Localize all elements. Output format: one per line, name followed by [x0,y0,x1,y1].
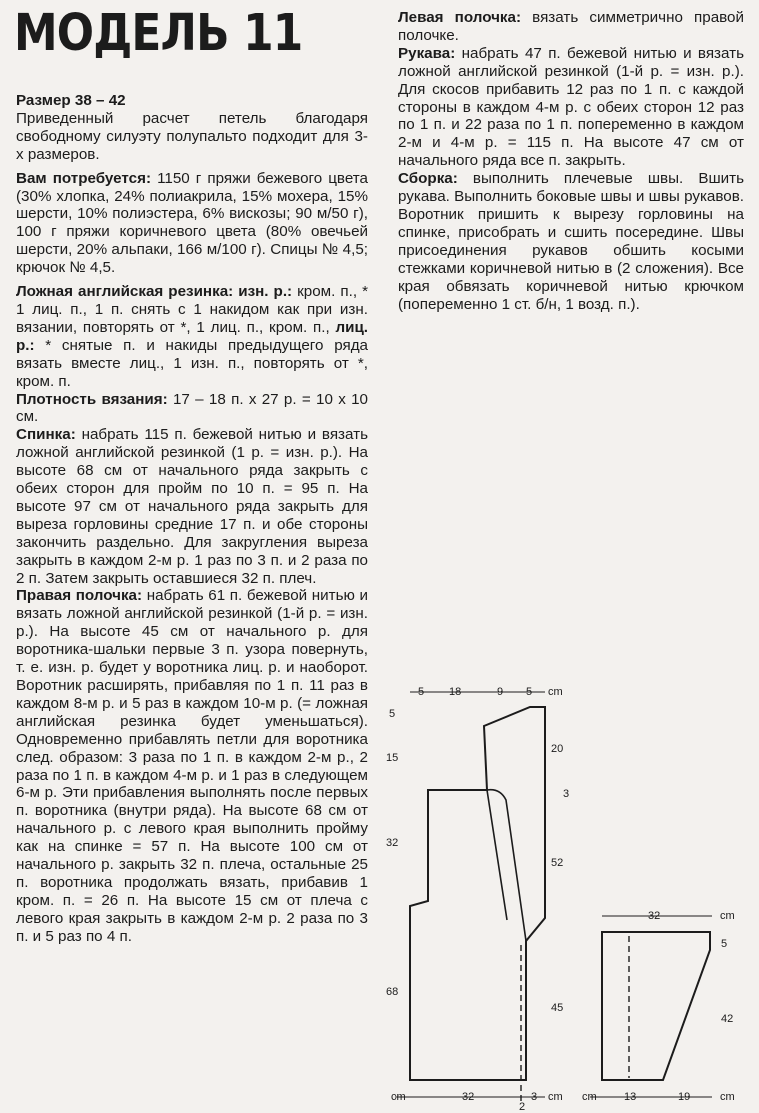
right-front-text: набрать 61 п. бежевой нитью и вязать ложной английской резинкой (1-й р. = изн. р.). На высоте 45 см от начального р. для воротника-шальки первые 3 п. узора повернуть, т. е. изн. р. будет у воротника лиц. р. и наоборот. Воротник расширять, прибавляя по 1 п. 11 раз в каждом 8-м р. и 5 раз в каждом 10-м р. (= ложная английская резинка будет уменьшаться). Одновременно прибавлять петли для воротника след. образом: 3 раза по 1 п. в каждом 2-м р., 2 раза по 1 п. в каждом 4-м р. и 1 раз в следующем 6-м р. Эти прибавления выполнять после первых п. воротника (внутри ряда). На высоте 68 см от начального р. с левого края выполнить пройму как на спинке = 57 п. На высоте 100 см от начального р. закрыть 32 п. плеча, остальные 25 п. воротника продолжать вязать, прибавив 1 кром. п. = 26 п. На высоте 15 см от плеча с левого края закрыть в каждом 2-м р. 2 раза по 3 п. и 5 раз по 4 п. [16,587,368,945]
sleeve-right-label-1: 5 [721,938,728,950]
rib-text-2: * снятые п. и накиды предыдущего ряда вязать вместе лиц., 1 изн. п., повторять от *, кром. п. [16,336,368,390]
body-pattern [395,692,545,1104]
page-title: МОДЕЛЬ 11 [14,4,303,63]
body-center-label: 2 [519,1101,526,1113]
sleeve-bottom-unit-left: cm [582,1091,597,1103]
sleeve-bottom-label-1: 13 [624,1091,637,1103]
size-text: Приведенный расчет петель благодаря свободному силуэту полупальто подходит для 3-х размеров. [16,109,368,163]
right-front-label: Правая полочка: [16,587,143,605]
rib-text-1: кром. п., * 1 лиц. п., 1 п. снять с 1 накидом как при изн. вязании, повторять от *, 1 лиц. п., кром. п., [16,283,368,336]
body-right-label-4: 45 [551,1002,564,1014]
sleeve-pattern [590,916,712,1097]
body-right-label-3: 52 [551,857,564,869]
body-bottom-unit-right: cm [548,1091,563,1103]
body-left-label-1: 5 [389,708,396,720]
materials-text: 1150 г пряжи бежевого цвета (30% хлопка, 24% полиакрила, 15% мохера, 15% шерсти, 10% полиэстера, 6% вискозы; 90 м/50 г), 100 г пряжи коричневого цвета (80% овечьей шерсти, 20% альпаки, 166 м/100 г). Спицы № 4,5; крючок № 4,5. [16,169,368,277]
sleeves-label: Рукава: [398,44,456,62]
sleeve-labels [582,910,735,1103]
body-right-label-2: 3 [563,788,570,800]
rib-label: Ложная английская резинка: изн. р.: [16,283,293,301]
body-labels [386,686,569,1113]
left-front-label: Левая полочка: [398,9,522,26]
gauge-text: 17 – 18 п. x 27 р. = 10 x 10 см. [16,390,368,426]
body-bottom-unit-left: cm [391,1091,406,1103]
body-right-label-1: 20 [551,743,564,755]
gauge-label: Плотность вязания: [16,390,168,408]
body-top-label-3: 9 [497,686,504,698]
body-top-label-2: 18 [449,686,462,698]
body-left-label-3: 32 [386,837,399,849]
sleeve-top-label-1: 32 [648,910,661,922]
left-front-text: вязать симметрично правой полочке. [398,9,744,44]
body-left-label-4: 68 [386,986,399,998]
body-top-label-4: 5 [526,686,533,698]
assembly-label: Сборка: [398,170,458,188]
front-outline [410,707,545,1080]
collar-line [487,790,507,920]
sleeve-bottom-unit-right: cm [720,1091,735,1103]
body-left-label-2: 15 [386,752,399,764]
body-top-label-unit: cm [548,686,563,698]
back-label: Спинка: [16,426,76,444]
back-text: набрать 115 п. бежевой нитью и вязать ложной английской резинкой (1 р. = изн. р.). На высоте 68 см от начального ряда закрыть с обеих сторон для пройм по 10 п. = 95 п. На высоте 97 см от начального ряда закрыть для выреза горловины средние 17 п. и обе стороны закончить раздельно. Для закругления выреза закрыть в каждом 2-м р. 1 раз по 3 п. и 2 раза по 2 п. Затем закрыть оставшиеся 32 п. плеч. [16,426,368,587]
sleeve-right-label-2: 42 [721,1013,734,1025]
sleeves-text: набрать 47 п. бежевой нитью и вязать ложной английской резинкой (1-й р. = изн. р.). Для скосов прибавить 12 раз по 1 п. с каждой стороны в каждом 4-м р. с обеих сторон 12 раз по 1 п. и 22 раза по 1 п. попеременно в каждом 2-м и 4-м р. = 115 п. На высоте 47 см от начального ряда все п. закрыть. [398,44,744,170]
body-bottom-label-1: 32 [462,1091,475,1103]
sleeve-bottom-label-2: 19 [678,1091,691,1103]
body-top-label-1: 5 [418,686,425,698]
size-label: Размер 38 – 42 [16,92,126,109]
body-bottom-label-2: 3 [531,1091,538,1103]
materials-label: Вам потребуется: [16,169,152,187]
rib-label-2: лиц. р.: [16,318,368,354]
assembly-text: выполнить плечевые швы. Вшить рукава. Выполнить боковые швы и швы рукавов. Воротник пришить к вырезу горловины на спинке, присобрать и сшить посередине. Швы присоединения рукавов обшить косыми стежками коричневой нитью в (2 сложения). Все края обвязать коричневой нитью крючком (попеременно 1 ст. б/н, 1 возд. п.). [398,170,744,313]
sleeve-top-unit: cm [720,910,735,922]
sleeve-outline [602,932,710,1080]
